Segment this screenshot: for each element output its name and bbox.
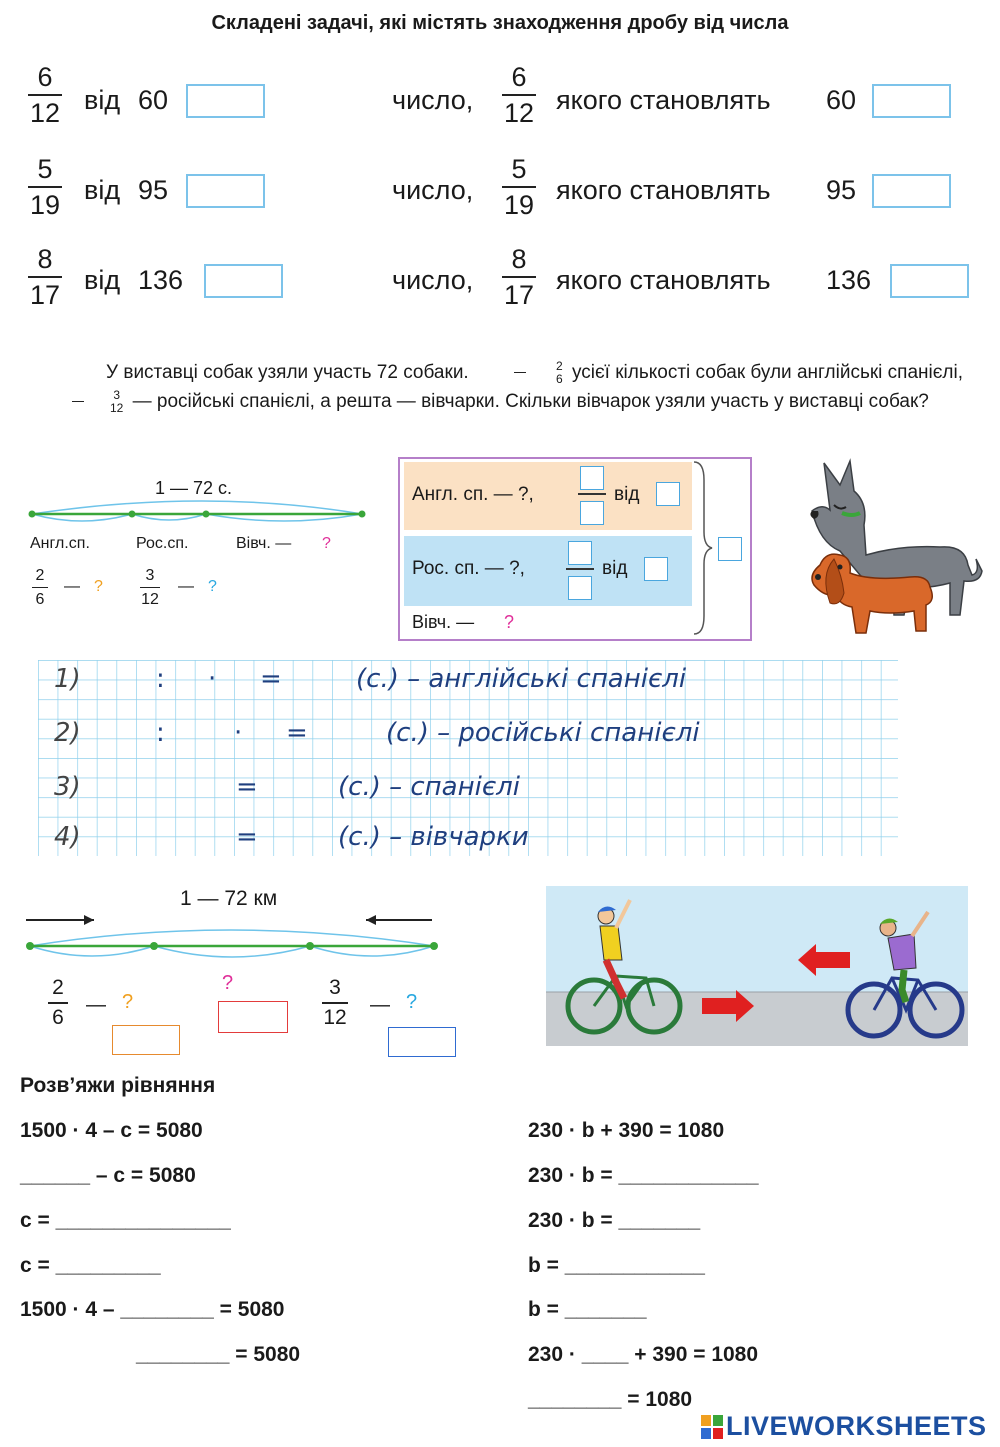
equation-left-4[interactable]: с = _________ — [20, 1254, 161, 1277]
segment-line — [22, 494, 372, 530]
fraction-numerator-input[interactable] — [568, 541, 592, 565]
liveworksheets-logo-icon — [700, 1414, 724, 1440]
fraction-bar — [578, 493, 606, 495]
fraction-denominator-input[interactable] — [580, 501, 604, 525]
equation-right-1: 230 · b + 390 = 1080 — [528, 1119, 725, 1142]
equations-heading: Розв’яжи рівняння — [20, 1074, 216, 1097]
equation-right-7[interactable]: ________ = 1080 — [528, 1388, 693, 1411]
fraction-bar — [566, 568, 594, 570]
answer-input-blue[interactable] — [388, 1027, 456, 1057]
number: 95 — [826, 175, 857, 205]
word-vid: від — [84, 85, 121, 115]
diagram-total: 1 — 72 км — [180, 887, 278, 910]
equation-left-1: 1500 · 4 – с = 5080 — [20, 1119, 203, 1142]
question-mark: ? — [122, 991, 134, 1013]
fraction: 8 17 — [29, 244, 61, 310]
segment-line — [20, 908, 440, 972]
fraction: 3 12 — [141, 567, 159, 608]
number: 136 — [138, 265, 184, 295]
phrase: якого становлять — [556, 265, 771, 295]
label-vivch: Вівч. — — [236, 535, 292, 552]
cyclists-illustration — [546, 886, 968, 1046]
number: 95 — [138, 175, 169, 205]
equation-right-5[interactable]: b = _______ — [528, 1298, 647, 1321]
number: 60 — [826, 85, 857, 115]
answer-input-red[interactable] — [218, 1001, 288, 1033]
label-engl: Англ.сп. — [30, 535, 90, 552]
number: 136 — [826, 265, 872, 295]
word-problem: У виставці собак узяли участь 72 собаки. $\frac{2}{6}$ усієї кількості собак були англійські спанієлі, $\frac{3}{12}$ — російські спанієлі, а решта — вівчарки. Скільки вівчарок узяли участь у виставці собак? — [28, 358, 992, 416]
fraction: 2 6 — [48, 976, 68, 1030]
diagram-total: 1 — 72 с. — [155, 478, 233, 498]
fraction: $\frac{2}{6}$ — [478, 360, 563, 385]
answer-input[interactable] — [656, 482, 680, 506]
fraction: 6 12 — [503, 62, 535, 128]
phrase: якого становлять — [556, 85, 771, 115]
fraction: $\frac{3}{12}$ — [32, 389, 123, 414]
question-mark: ? — [322, 535, 331, 552]
fraction: 6 12 — [29, 62, 61, 128]
question-mark: ? — [406, 991, 418, 1013]
answer-input[interactable] — [186, 174, 265, 208]
word-chyslo: число, — [392, 265, 474, 295]
answer-input[interactable] — [872, 84, 951, 118]
equation-right-6[interactable]: 230 · ____ + 390 = 1080 — [528, 1343, 759, 1366]
fraction: 8 17 — [503, 244, 535, 310]
fraction: 5 19 — [29, 154, 61, 220]
answer-input[interactable] — [890, 264, 969, 298]
answer-input[interactable] — [872, 174, 951, 208]
fraction: 3 12 — [323, 976, 347, 1029]
word-chyslo: число, — [392, 175, 474, 205]
word-chyslo: число, — [392, 85, 474, 115]
question-mark: ? — [222, 972, 234, 994]
total-answer-input[interactable] — [718, 537, 742, 561]
word-vid: від — [84, 265, 121, 295]
phrase: якого становлять — [556, 175, 771, 205]
answer-input-orange[interactable] — [112, 1025, 180, 1055]
number: 60 — [138, 85, 169, 115]
fraction-denominator-input[interactable] — [568, 576, 592, 600]
equation-right-3[interactable]: 230 · b = _______ — [528, 1209, 701, 1232]
equation-left-6[interactable]: ________ = 5080 — [136, 1343, 301, 1366]
fraction: 5 19 — [503, 154, 535, 220]
question-mark: ? — [504, 612, 515, 632]
question-mark: ? — [208, 578, 217, 595]
equation-left-5[interactable]: 1500 · 4 – ________ = 5080 — [20, 1298, 285, 1321]
brand-name: LIVEWORKSHEETS — [726, 1411, 987, 1441]
label-ros: Рос.сп. — [136, 535, 189, 552]
answer-input[interactable] — [186, 84, 265, 118]
answer-input[interactable] — [644, 557, 668, 581]
brace-icon — [690, 460, 714, 636]
page-title: Складені задачі, які містять знаходження дробу від числа — [211, 12, 789, 34]
word-vid: від — [84, 175, 121, 205]
fraction-numerator-input[interactable] — [580, 466, 604, 490]
dogs-illustration — [800, 455, 985, 640]
question-mark: ? — [94, 578, 103, 595]
schema-label-ros: Рос. сп. — ?, — [412, 558, 525, 579]
fraction: 2 6 — [32, 566, 48, 609]
equation-left-3[interactable]: с = _______________ — [20, 1209, 231, 1232]
schema-label-vivch: Вівч. — — [412, 612, 475, 632]
answer-input[interactable] — [204, 264, 283, 298]
equation-right-2[interactable]: 230 · b = ____________ — [528, 1164, 759, 1187]
schema-label-engl: Англ. сп. — ?, — [412, 484, 534, 505]
equation-left-2[interactable]: ______ – с = 5080 — [20, 1164, 196, 1187]
equation-right-4[interactable]: b = ____________ — [528, 1254, 705, 1277]
